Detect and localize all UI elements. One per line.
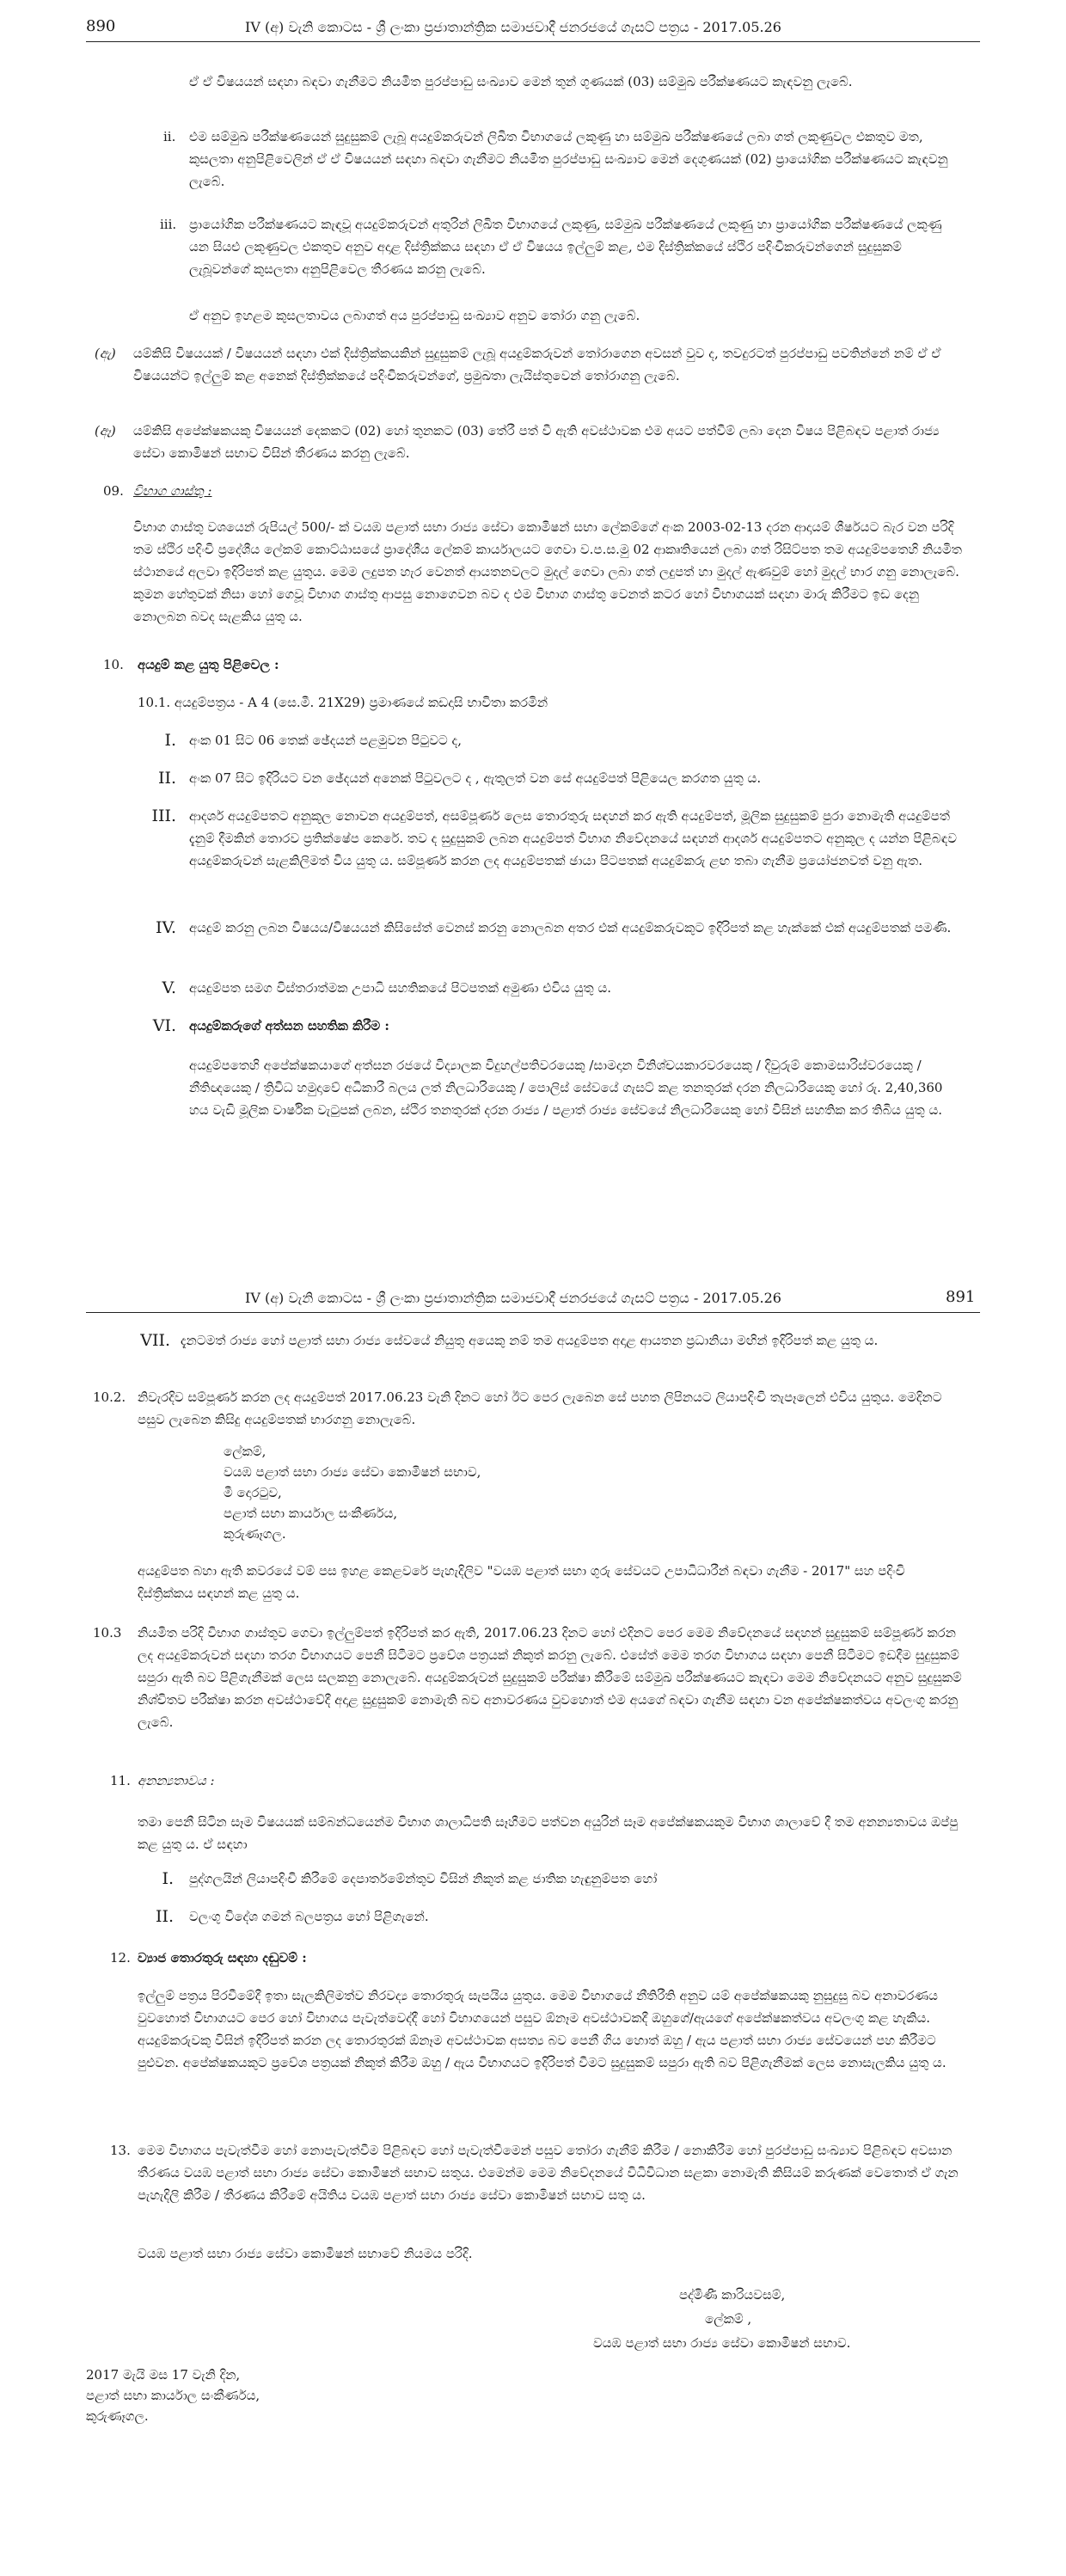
item-roman-iii: ආදර්ශ අයදුම්පතට අනුකූල නොවන අයදුම්පත්, අසම්පූර්ණ ලෙස තොරතුරු සඳහන් කර ඇති අයදුම්පත්, මූලික සුදුසුකම් පුරා නොමැති අයදුම්පත් දැනුම් දීමකින් තොරව ප්‍රතික්ෂේප කෙරේ. තව ද සුදුසුකම් ලබන අයදුම්පත් විභාග නිවේදනයේ සඳහන් ආදර්ශ අයදුම්පතට අනුකූල ද යන්න පිළිබඳව අයදුම්කරුවන් සැළකිලිමත් විය යුතු ය. සම්පූර්ණ කරන ලද අයදුම්පතක් ඡායා පිටපතක් අයදුම්කරු ළඟ තබා ගැනීම ප්‍රයෝජනවත් වනු ඇත.: [189, 808, 958, 868]
signatory-title: ලේකම් ,: [705, 2311, 752, 2327]
item-iii-label: iii.: [160, 217, 177, 232]
section-10-2-number: 10.2.: [93, 1389, 126, 1405]
signatory-organization: වයඹ පළාත් සභා රාජ්‍ය සේවා කොමිෂන් සභාව.: [593, 2335, 851, 2351]
address-line: මී දොරටුව,: [224, 1485, 282, 1500]
section-12-title: ව්‍යාජ තොරතුරු සඳහා දඬුවම් :: [138, 1950, 307, 1966]
roman-ii: II.: [157, 769, 176, 788]
section-13-number: 13.: [110, 2143, 131, 2158]
s11-roman-ii: II.: [155, 1907, 174, 1926]
header-rule: [86, 1312, 980, 1313]
item-roman-vi-text: අයදුම්පතෙහි අපේක්ෂකයාගේ අත්සන රජයේ විද්‍යාලක විදුහල්පතිවරයෙකු /සාමදාන විනිශ්චයකාරවරයෙකු / දිවුරුම් කොමසාරිස්වරයෙකු /නීතිඥයෙකු / ත්‍රිවිධ හමුදාවේ අධිකාරී බලය ලත් නිලධාරියෙකු / පොලිස් සේවයේ ගැසට් කළ තනතුරක් දරන නිලධාරියෙකු හෝ රු. 2,40,360 හය වැඩි මූලික වාර්ෂික වැටුපක් ලබන, ස්ථිර තනතුරක් දරන රාජ්‍ය / පළාත් රාජ්‍ය සේවයේ නිලධාරියෙකු හෝ විසින් සහතික කර තිබිය යුතු ය.: [189, 1058, 943, 1118]
item-roman-iv: අයදුම් කරනු ලබන විෂයය/විෂයයන් කිසිසේත් වෙනස් කරනු නොලබන අතර එක් අයදුම්කරුවකුට ඉදිරිපත් කළ හැක්කේ එක් අයදුම්පතක් පමණි.: [189, 920, 952, 935]
item-ii-text: එම සම්මුඛ පරීක්ෂණයෙන් සුදුසුකම් ලැබූ අයදුම්කරුවන් ලිඛිත විභාගයේ ලකුණු හා සම්මුඛ පරීක්ෂණයේ ලබා ගත් ලකුණුවල එකතුව මත, කුසලතා අනුපිළිවෙලින් ඒ ඒ විෂයයන් සඳහා බඳවා ගැනීමට නියමිත පුරප්පාඩු සංඛ්‍යාව මෙන් දෙගුණයක් (02) ප්‍රායෝගික පරීක්ෂණයට කැඳවනු ලැබේ.: [189, 129, 948, 189]
page-header: [0, 1286, 1066, 1312]
roman-iv: IV.: [156, 918, 176, 937]
gazette-page-891: [0, 1271, 1066, 2576]
roman-i: I.: [164, 731, 176, 750]
section-09-title: විභාග ගාස්තු :: [133, 483, 212, 499]
address-line: ලේකම්,: [224, 1444, 266, 1459]
section-09-text: විභාග ගාස්තු වශයෙන් රුපියල් 500/- ක් වයඹ පළාත් සභා රාජ්‍ය සේවා කොමිෂන් සභා ලේකම්ගේ අංක 2003-02-13 දරන ආදායම් ශීර්ෂයට බැර වන පරිදි තම ස්ථිර පදිංචි ප්‍රදේශීය ලේකම් කොට්ඨාසයේ ප්‍රාදේශීය ලේකම් කාර්යාලයට ගෙවා ව.ප.ස.මු 02 ආකෘතියෙන් ලබා ගත් රිසිට්පත තම අයදුම්පතෙහි නියමිත ස්ථානයේ අලවා ඉදිරිපත් කළ යුතුය. මෙම ලදුපත හැර වෙනත් ආයතනවලට මුදල් ගෙවා ලබා ගත් ලදුපත් හා මුදල් ඇණවුම් හෝ මුදල් භාර ගනු නොලැබේ. කුමන හේතුවක් නිසා හෝ ගෙවූ විභාග ගාස්තු ආපසු නොගෙවන බව ද එම විභාග ගාස්තු වෙනත් කටර හෝ විභාගයක් සඳහා මාරු කිරීමට ඉඩ දෙනු නොලබන බවද සැළකිය යුතු ය.: [133, 519, 962, 624]
order-statement: වයඹ පළාත් සභා රාජ්‍ය සේවා කොමිෂන් සභාවේ නියමය පරිදි.: [138, 2246, 473, 2261]
address-line: පළාත් සභා කාර්යාල සංකීර්ණය,: [224, 1506, 398, 1521]
item-roman-v: අයදුම්පත සමග විස්තරාත්මක උපාධි සහතිකයේ පිටපතක් අමුණා එවිය යුතු ය.: [189, 980, 612, 996]
section-12-number: 12.: [110, 1950, 131, 1966]
place-line: පළාත් සභා කාර්යාල සංකීර්ණය,: [86, 2388, 260, 2403]
section-10-number: 10.: [103, 657, 124, 672]
header-rule: [86, 41, 980, 42]
page-number: 890: [86, 17, 116, 35]
address-line: කුරුණෑගල.: [224, 1526, 286, 1542]
section-10-3-number: 10.3: [93, 1625, 122, 1641]
roman-v: V.: [162, 978, 176, 997]
section-10-3-text: නියමිත පරිදි විභාග ගාස්තුව ගෙවා ඉල්ලුම්පත් ඉදිරිපත් කර ඇති, 2017.06.23 දිනට හෝ එදිනට පෙර මෙම නිවේදනයේ සඳහන් සුදුසුකම් සම්පූර්ණ කරන ලද අයදුම්කරුවන් සඳහා තරග විභාගයට පෙනී සිටීමට ප්‍රවේශ පත්‍රයක් නිකුත් කරනු ලැබේ. එසේත් මෙම තරග විභාගය සඳහා පෙනී සිටීමට ඉඩදීම සුදුසුකම් සපුරා ඇති බව පිළිගැනීමක් ලෙස සලකනු නොලැබේ. අයදුම්කරුවන් සුදුසුකම් පරීක්ෂා කිරීමේ සම්මුඛ පරීක්ෂණයට කැඳවා මෙම නිවේදනයට අනුව සුදුසුකම් නිශ්චිතව පරීක්ෂා කරන අවස්ථාවේදී අදාළ සුදුසුකම් නොමැති බව අනාවරණය වුවහොත් එම අයගේ බඳවා ගැනීම සඳහා වන අපේක්ෂකත්වය අවලංගු කරනු ලැබේ.: [138, 1625, 962, 1730]
gazette-page-890: [0, 0, 1066, 1271]
page-header: [0, 15, 1066, 41]
date-place-block: [86, 2364, 260, 2426]
section-13-text: මෙම විභාගය පැවැත්වීම හෝ නොපැවැත්වීම පිළිබඳව හෝ පැවැත්වීමෙන් පසුව තෝරා ගැනීම් කිරීම / නොකිරීම හෝ පුරප්පාඩු සංඛ්‍යාව පිළිබඳව අවසාන තීරණය වයඹ පළාත් සභා රාජ්‍ය සේවා කොමිෂන් සභාව සතුය. එමෙන්ම මෙම නිවේදනයේ විධිවිධාන සළකා නොමැති කිසියම් කරුණක් වෙතොත් ඒ ගැන පැහැදිලි කිරීම / තීරණය කිරීමේ අයිතිය වයඹ පළාත් සභා රාජ්‍ය සේවා කොමිෂන් සභාව සතු ය.: [138, 2143, 959, 2203]
section-10-title: අයදුම් කළ යුතු පිළිවෙල :: [138, 657, 279, 672]
item-ae-label: (ඈ): [95, 423, 116, 439]
item-roman-i: අංක 01 සිට 06 තෙක් ඡේදයන් පළමුවන පිටුවට ද,: [189, 733, 462, 748]
section-10-1: 10.1. අයදුම්පත්‍රය - A 4 (සෙ.මී. 21X29) ප්‍රමාණයේ කඩදාසි භාවිතා කරමින්: [138, 695, 548, 710]
section-11-number: 11.: [110, 1773, 131, 1788]
item-a-label: (ඇ): [95, 346, 116, 361]
item-roman-vii: දැනටමත් රාජ්‍ය හෝ පළාත් සභා රාජ්‍ය සේවයේ නියුතු අයෙකු නම් තම අයදුම්පත අදාළ ආයතන ප්‍රධානියා මඟින් ඉදිරිපත් කළ යුතු ය.: [181, 1333, 879, 1348]
s11-item-i: පුද්ගලයින් ලියාපදිංචි කිරීමේ දෙපාර්තමේන්තුව විසින් නිකුත් කළ ජාතික හැඳුනුම්පත හෝ: [189, 1871, 658, 1886]
roman-iii: III.: [151, 807, 176, 825]
signatory-name: පද්මිණී කාරියවසම්,: [679, 2287, 786, 2303]
section-11-text: තමා පෙනී සිටින සෑම විෂයයක් සම්බන්ධයෙන්ම විභාග ශාලාධිපති සෑහීමට පත්වන අයුරින් සෑම අපේක්ෂකයකුම විභාග ශාලාවේ දී තම අනන්‍යතාවය ඔප්පු කළ යුතු ය. ඒ සඳහා: [138, 1814, 959, 1852]
item-iii-text: ප්‍රායෝගික පරීක්ෂණයට කැඳවූ අයදුම්කරුවන් අතුරින් ලිඛිත විභාගයේ ලකුණු, සම්මුඛ පරීක්ෂණයේ ලකුණු හා ප්‍රායෝගික පරීක්ෂණයේ ලකුණු යන සියළු ලකුණුවල එකතුව අනුව අදාළ දිස්ත්‍රික්කය සඳහා ඒ ඒ විෂයය ඉල්ලුම් කළ, එම දිස්ත්‍රික්කයේ ස්ථිර පදිංචිකරුවන්ගෙන් සුදුසුකම් ලැබූවන්ගේ කුසලතා අනුපිළිවෙල තීරණය කරනු ලැබේ.: [189, 217, 942, 277]
section-12-text: ඉල්ලුම් පත්‍රය පිරවීමේදී ඉතා සැලකිලිමත්ව නිරවද්‍ය තොරතුරු සැපයිය යුතුය. මෙම විභාගයේ නීතිරීති අනුව යම් අපේක්ෂකයකු නුසුදුසු බව අනාවරණය වුවහොත් විභාගයට පෙර හෝ විභාගය පැවැත්වෙද්දී හෝ විභාගයෙන් පසුව ඕනෑම අවස්ථාවකදී ඔහුගේ/ඇයගේ අපේක්ෂකත්වය අවලංගු කළ හැකිය. අයදුම්කරුවකු විසින් ඉදිරිපත් කරන ලද තොරතුරක් ඕනෑම අවස්ථාවක අසත්‍ය බව පෙනී ගිය හොත් ඔහු / ඇය පළාත් සභා රාජ්‍ය සේවයෙන් පහ කිරීමට පුළුවන. අපේක්ෂකයකුට ප්‍රවේශ පත්‍රයක් නිකුත් කිරීම ඔහු / ඇය විභාගයට ඉදිරිපත් වීමට සුදුසුකම් සපුරා ඇති බව පිළිගැනීමක් ලෙස නොසැලකිය යුතු ය.: [138, 1988, 947, 2070]
roman-vii: VII.: [140, 1331, 170, 1350]
section-09-number: 09.: [103, 483, 124, 499]
section-10-2-text: නිවැරදිව සම්පූර්ණ කරන ලද අයදුම්පත් 2017.06.23 වැනි දිනට හෝ ඊට පෙර ලැබෙන සේ පහත ලිපිනයට ලියාපදිංචි තැපෑලෙන් එවිය යුතුය. මෙදිනට පසුව ලැබෙන කිසිදු අයදුම්පතක් භාරගනු නොලැබේ.: [138, 1389, 942, 1427]
address-block: [224, 1441, 481, 1544]
place-line: කුරුණෑගල.: [86, 2408, 149, 2424]
item-a-text: යම්කිසි විෂයයක් / විෂයයන් සඳහා එක් දිස්ත්‍රික්කයකින් සුදුසුකම් ලැබූ අයදුම්කරුවන් තෝරාගෙන අවසන් වුව ද, තවදුරටත් පුරප්පාඩු පවතින්නේ නම් ඒ ඒ විෂයයන්ට ඉල්ලුම් කළ අනෙක් දිස්ත්‍රික්කයේ පදිංචිකරුවන්ගේ, ප්‍රමුඛතා ලැයිස්තුවෙන් තෝරාගනු ලැබේ.: [133, 346, 941, 383]
item-iii-followup: ඒ අනුව ඉහළම කුසලතාවය ලබාගත් අය පුරප්පාඩු සංඛ්‍යාව අනුව තෝරා ගනු ලැබේ.: [189, 308, 640, 323]
s11-item-ii: වලංගු විදේශ ගමන් බලපත්‍රය හෝ පිළිගැනේ.: [189, 1909, 429, 1924]
s11-roman-i: I.: [162, 1869, 174, 1888]
address-line: වයඹ පළාත් සභා රාජ්‍ය සේවා කොමිෂන් සභාව,: [224, 1464, 481, 1480]
header-title: IV (අ) වැනි කොටස - ශ්‍රී ලංකා ප්‍රජාතාන්ත්‍රික සමාජවාදී ජනරජයේ ගැසට් පත්‍රය - 2017.05.26: [245, 19, 781, 35]
date-line: 2017 මැයි මස 17 වැනි දින,: [86, 2367, 241, 2383]
item-roman-ii: අංක 07 සිට ඉදිරියට වන ඡේදයන් අනෙක් පිටුවලට ද , ඇතුලත් වන සේ අයදුම්පත් පිළියෙල කරගත යුතු ය.: [189, 770, 762, 786]
roman-vi: VI.: [152, 1016, 176, 1035]
item-ii-label: ii.: [163, 129, 176, 144]
intro-paragraph: ඒ ඒ විෂයයන් සඳහා බඳවා ගැනීමට නියමිත පුරප්පාඩු සංඛ්‍යාව මෙන් තුන් ගුණයක් (03) සම්මුඛ පරීක්ෂණයට කැඳවනු ලැබේ.: [189, 74, 853, 89]
header-title: IV (අ) වැනි කොටස - ශ්‍රී ලංකා ප්‍රජාතාන්ත්‍රික සමාජවාදී ජනරජයේ ගැසට් පත්‍රය - 2017.05.26: [245, 1290, 781, 1306]
envelope-note: අයදුම්පත බහා ඇති කවරයේ වම් පස ඉහළ කෙළවරේ පැහැදිලිව "වයඹ පළාත් සභා ගුරු සේවයට උපාධිධාරීන් බඳවා ගැනීම - 2017" සහ පදිංචි දිස්ත්‍රික්කය සඳහන් කළ යුතු ය.: [138, 1563, 905, 1601]
item-roman-vi-title: අයදුම්කරුගේ අත්සන සහතික කිරීම :: [189, 1018, 389, 1033]
item-ae-text: යම්කිසි අපේක්ෂකයකු විෂයයන් දෙකකට (02) හෝ තුනකට (03) තේරී පත් වී ඇති අවස්ථාවක එම අයට පත්වීම් ලබා දෙන විෂය පිළිබඳව පළාත් රාජ්‍ය සේවා කොමිෂන් සභාව විසින් තීරණය කරනු ලැබේ.: [133, 423, 940, 461]
page-number: 891: [946, 1288, 976, 1306]
section-11-title: අනන්‍යතාවය :: [138, 1773, 215, 1788]
